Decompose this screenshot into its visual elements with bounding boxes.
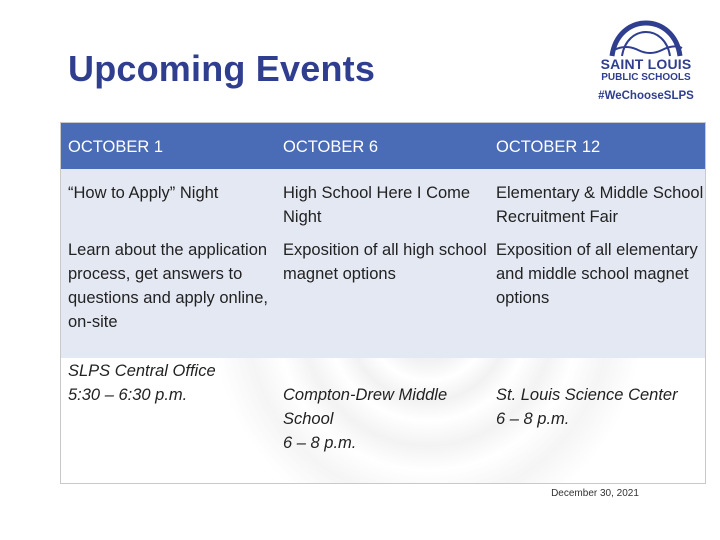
logo-line-2: PUBLIC SCHOOLS [601, 72, 691, 83]
event-description: Exposition of all high school magnet options [283, 241, 487, 283]
event-location [496, 383, 704, 431]
arch-icon [606, 6, 686, 58]
event-venue: SLPS Central Office [68, 362, 216, 380]
slps-logo [588, 6, 704, 106]
logo-hashtag: #WeChooseSLPS [598, 90, 694, 102]
event-description: Exposition of all elementary and middle school magnet options [496, 241, 698, 307]
event-time: 6 – 8 p.m. [496, 410, 570, 428]
event-date: OCTOBER 6 [283, 138, 379, 156]
events-table [60, 122, 706, 484]
event-location [283, 383, 488, 455]
event-location [68, 359, 278, 407]
event-description: Learn about the application process, get answers to questions and apply online, on-site [68, 241, 268, 331]
page-title: Upcoming Events [68, 48, 376, 89]
event-time: 5:30 – 6:30 p.m. [68, 386, 188, 404]
footer-date: December 30, 2021 [551, 488, 639, 499]
event-name: Elementary & Middle School Recruitment Fair [496, 184, 704, 226]
event-name: High School Here I Come Night [283, 184, 471, 226]
logo-line-1: SAINT LOUIS [600, 56, 692, 72]
event-date: OCTOBER 1 [68, 138, 164, 156]
event-name: “How to Apply” Night [68, 184, 219, 202]
event-venue: Compton-Drew Middle School [283, 386, 448, 428]
event-date: OCTOBER 12 [496, 138, 601, 156]
event-venue: St. Louis Science Center [496, 386, 678, 404]
event-time: 6 – 8 p.m. [283, 434, 357, 452]
